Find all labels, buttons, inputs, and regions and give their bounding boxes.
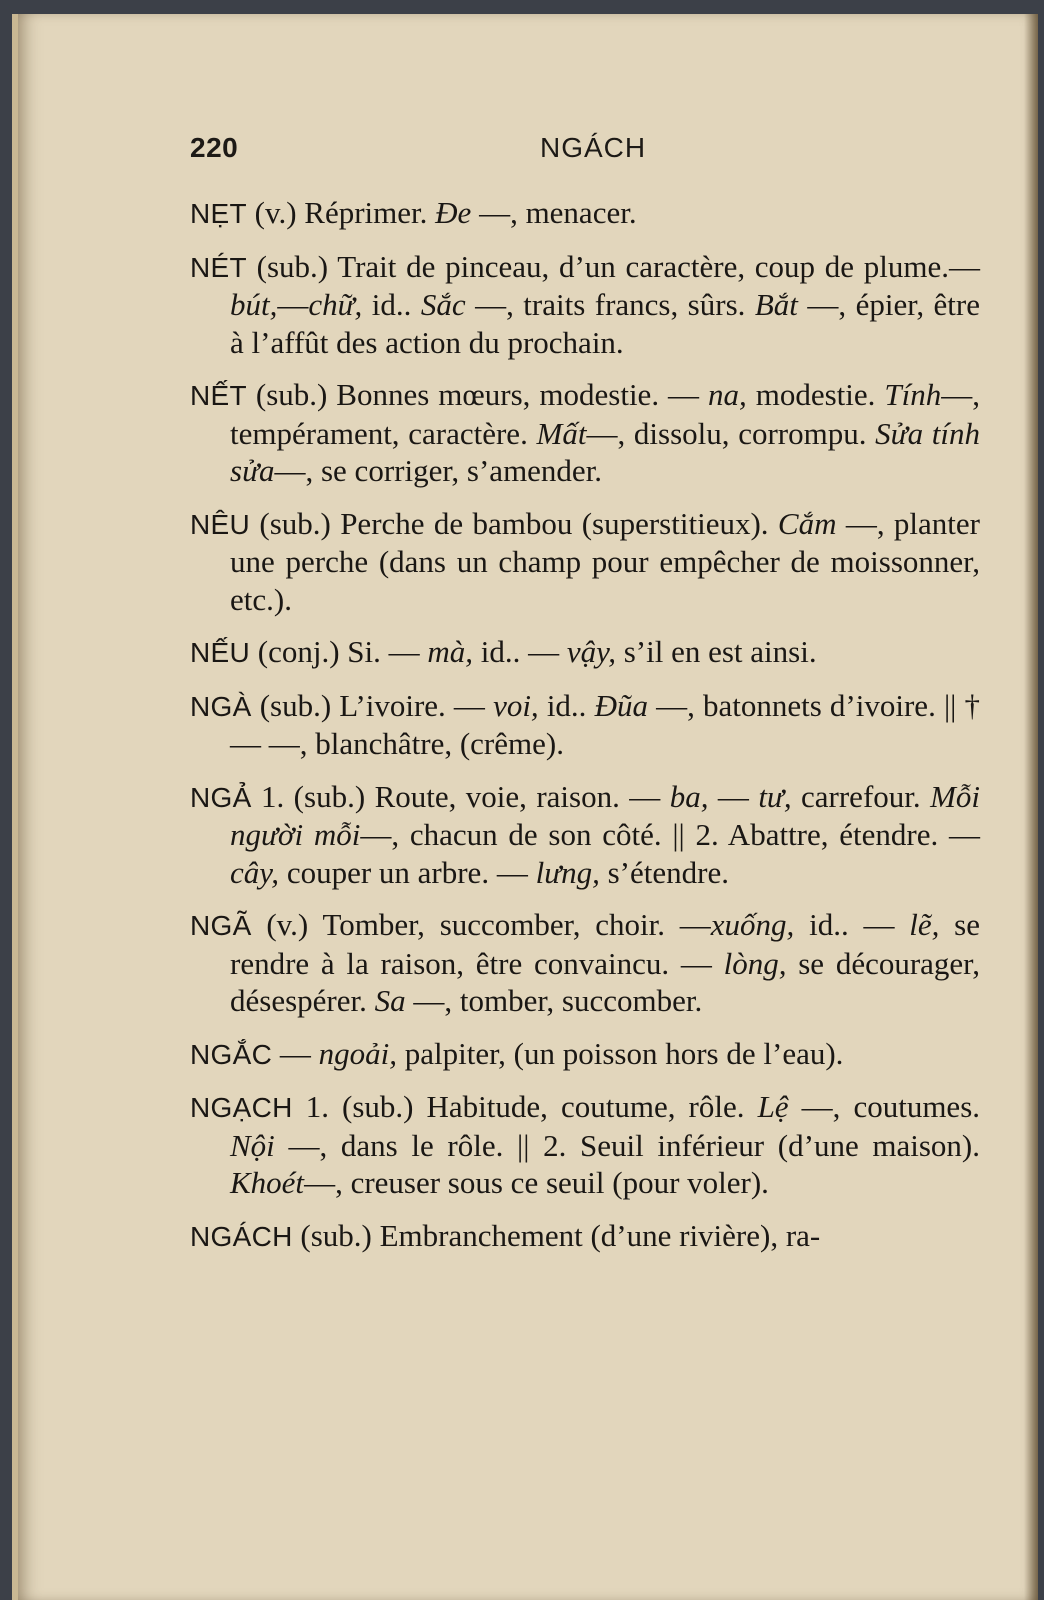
vietnamese-term: Sa (374, 983, 406, 1018)
dictionary-entry (190, 376, 980, 490)
dictionary-entry (190, 194, 980, 233)
headword: NGẮC (190, 1038, 273, 1070)
vietnamese-term: Nội (230, 1127, 275, 1163)
definition-text: s’il en est ainsi. (615, 634, 817, 669)
definition-text: couper un arbre. — (279, 854, 536, 890)
vietnamese-term: Sửa tính sửa (230, 415, 980, 488)
vietnamese-term: mà, (427, 634, 474, 669)
vietnamese-term: Tính (884, 377, 942, 412)
headword: NẸT (190, 198, 247, 229)
definition-text: —, chacun de son côté. || 2. Abattre, étendre. — (360, 817, 980, 852)
dictionary-entry (190, 633, 980, 672)
vietnamese-term: bút, (230, 287, 278, 322)
vietnamese-term: cây, (230, 854, 280, 890)
vietnamese-term: Đũa (594, 687, 648, 723)
dictionary-entry (190, 505, 980, 619)
definition-text: (sub.) Perche de bambou (superstitieux). (250, 505, 778, 541)
definition-text: id.. (538, 687, 595, 723)
dictionary-entry (190, 906, 980, 1020)
vietnamese-term: lẽ, (909, 907, 940, 942)
dictionary-entry (190, 248, 980, 362)
vietnamese-term: Bắt (754, 287, 798, 322)
running-head: NGÁCH (540, 132, 647, 163)
dictionary-entry (190, 1088, 980, 1202)
definition-text: —, dissolu, corrompu. (586, 415, 876, 451)
headword: NGẠCH (190, 1092, 293, 1123)
page-number: 220 (190, 132, 239, 163)
definition-text: —, creuser sous ce seuil (pour voler). (304, 1165, 769, 1200)
headword: NGÁCH (190, 1220, 293, 1252)
definition-text: —, traits francs, sûrs. (465, 287, 755, 322)
definition-text: —, se corriger, s’amender. (274, 453, 603, 488)
definition-text: —, épier, être à l’affût des action du prochain. (230, 287, 980, 360)
definition-text: se décourager, désespérer. (230, 945, 981, 1018)
definition-text: (conj.) Si. — (250, 634, 428, 669)
definition-text: —, coutumes. (788, 1089, 981, 1124)
definition-text: (v.) Réprimer. (246, 195, 436, 230)
vietnamese-term: lòng, (723, 945, 787, 981)
definition-text: (sub.) Bonnes mœurs, modestie. — (246, 377, 709, 412)
definition-text: —, dans le rôle. || 2. Seuil inférieur (d’une maison). (274, 1127, 980, 1163)
definition-text: modestie. (746, 377, 885, 412)
definition-text: 1. (sub.) Route, voie, raison. — (251, 778, 670, 814)
vietnamese-term: Cắm (777, 505, 837, 541)
definition-text: (sub.) L’ivoire. — (251, 687, 494, 723)
headword: NGÀ (190, 690, 252, 722)
vietnamese-term: Lệ (757, 1089, 789, 1124)
definition-text: — (708, 778, 759, 814)
headword: NẾT (190, 380, 247, 411)
vietnamese-term: lưng, (535, 854, 600, 890)
vietnamese-term: Đe (435, 195, 472, 230)
vietnamese-term: Mất (536, 415, 587, 451)
vietnamese-term: tư, (758, 778, 792, 814)
dictionary-entry (190, 687, 980, 763)
dictionary-entry (190, 778, 980, 892)
dictionary-entry (190, 1035, 980, 1074)
vietnamese-term: Mỗi người mỗi (230, 778, 980, 852)
headword: NÉT (190, 251, 247, 283)
vietnamese-term: Khoét (230, 1165, 305, 1200)
vietnamese-term: ngoải, (318, 1035, 397, 1071)
definition-text: carrefour. (791, 778, 931, 814)
vietnamese-term: ba, (669, 778, 709, 814)
vietnamese-term: na, (708, 377, 747, 412)
definition-text: id.. — (473, 634, 567, 669)
definition-text: palpiter, (un poisson hors de l’eau). (396, 1035, 844, 1071)
page-header (190, 132, 980, 176)
definition-text: (sub.) Embranchement (d’une rivière), ra- (292, 1217, 821, 1253)
definition-text: 1. (sub.) Habitude, coutume, rôle. (292, 1089, 758, 1124)
definition-text: s’étendre. (599, 854, 729, 890)
definition-text: — (272, 1035, 319, 1071)
definition-text: —, planter une perche (dans un champ pour empêcher de moissonner, etc.). (230, 505, 980, 617)
definition-text: —, batonnets d’ivoire. || † — —, blanchâtre, (crême). (230, 687, 980, 761)
definition-text: id.. — (794, 907, 910, 942)
definition-text: — (277, 287, 309, 322)
book-page (12, 14, 1038, 1600)
definition-text: —, tomber, succomber. (405, 983, 703, 1018)
headword: NÊU (190, 508, 251, 540)
dictionary-entries (190, 194, 980, 1270)
headword: NẾU (190, 637, 251, 668)
vietnamese-term: xuống, (710, 907, 795, 942)
dictionary-entry (190, 1217, 980, 1256)
headword: NGẢ (190, 781, 252, 813)
definition-text: se rendre à la raison, être convaincu. — (230, 907, 980, 981)
vietnamese-term: Sắc (420, 287, 466, 322)
definition-text: —, tempérament, caractère. (230, 377, 980, 451)
definition-text: (sub.) Trait de pinceau, d’un caractère, coup de plume.— (246, 248, 980, 284)
vietnamese-term: vậy, (566, 634, 616, 669)
vietnamese-term: chữ, (308, 287, 363, 322)
headword: NGÃ (190, 910, 252, 941)
definition-text: id.. (362, 287, 421, 322)
definition-text: (v.) Tomber, succomber, choir. — (251, 907, 711, 942)
definition-text: —, menacer. (471, 195, 637, 230)
vietnamese-term: voi, (493, 687, 539, 723)
